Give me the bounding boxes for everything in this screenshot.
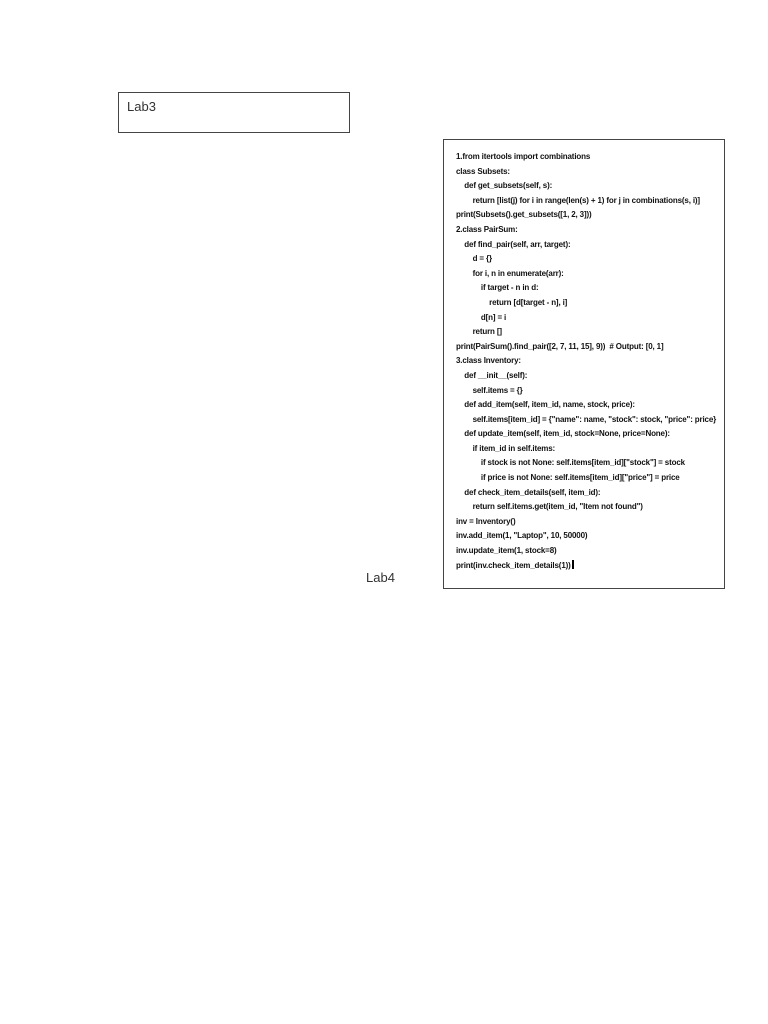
code-line: def find_pair(self, arr, target): xyxy=(456,239,571,249)
code-line: def get_subsets(self, s): xyxy=(456,181,553,191)
code-line: inv.add_item(1, "Laptop", 10, 50000) xyxy=(456,531,588,541)
lab4-label: Lab4 xyxy=(366,570,395,585)
code-line: inv = Inventory() xyxy=(456,516,516,526)
code-line-last-text: print(inv.check_item_details(1)) xyxy=(456,560,571,570)
code-line: def add_item(self, item_id, name, stock, price): xyxy=(456,400,635,410)
code-line: 3.class Inventory: xyxy=(456,356,521,366)
code-block xyxy=(456,150,716,573)
code-line: def update_item(self, item_id, stock=None, price=None): xyxy=(456,429,670,439)
code-line: return [] xyxy=(456,327,502,337)
code-line: self.items[item_id] = {"name": name, "stock": stock, "price": price} xyxy=(456,414,717,424)
code-screenshot xyxy=(443,139,725,589)
text-cursor xyxy=(572,560,574,569)
code-line: self.items = {} xyxy=(456,385,523,395)
code-line: inv.update_item(1, stock=8) xyxy=(456,546,557,556)
code-line: if target - n in d: xyxy=(456,283,539,293)
code-line: d[n] = i xyxy=(456,312,507,322)
code-line: d = {} xyxy=(456,254,492,264)
code-line: return [list(j) for i in range(len(s) + 1) for j in combinations(s, i)] xyxy=(456,195,700,205)
code-line: print(Subsets().get_subsets([1, 2, 3])) xyxy=(456,210,592,220)
code-line: def check_item_details(self, item_id): xyxy=(456,487,601,497)
code-line: if item_id in self.items: xyxy=(456,443,556,453)
code-line: def __init__(self): xyxy=(456,370,528,380)
code-line: print(PairSum().find_pair([2, 7, 11, 15], 9)) # Output: [0, 1] xyxy=(456,341,664,351)
code-line: return self.items.get(item_id, "Item not found") xyxy=(456,502,643,512)
code-line: return [d[target - n], i] xyxy=(456,297,568,307)
lab3-box xyxy=(118,92,350,133)
code-line: if stock is not None: self.items[item_id]["stock"] = stock xyxy=(456,458,685,468)
code-line: if price is not None: self.items[item_id]["price"] = price xyxy=(456,473,680,483)
code-line: for i, n in enumerate(arr): xyxy=(456,268,564,278)
code-line-last xyxy=(456,559,716,574)
code-line: class Subsets: xyxy=(456,166,510,176)
lab3-label: Lab3 xyxy=(127,99,156,114)
code-line: 1.from itertools import combinations xyxy=(456,152,591,161)
code-line: 2.class PairSum: xyxy=(456,224,518,234)
